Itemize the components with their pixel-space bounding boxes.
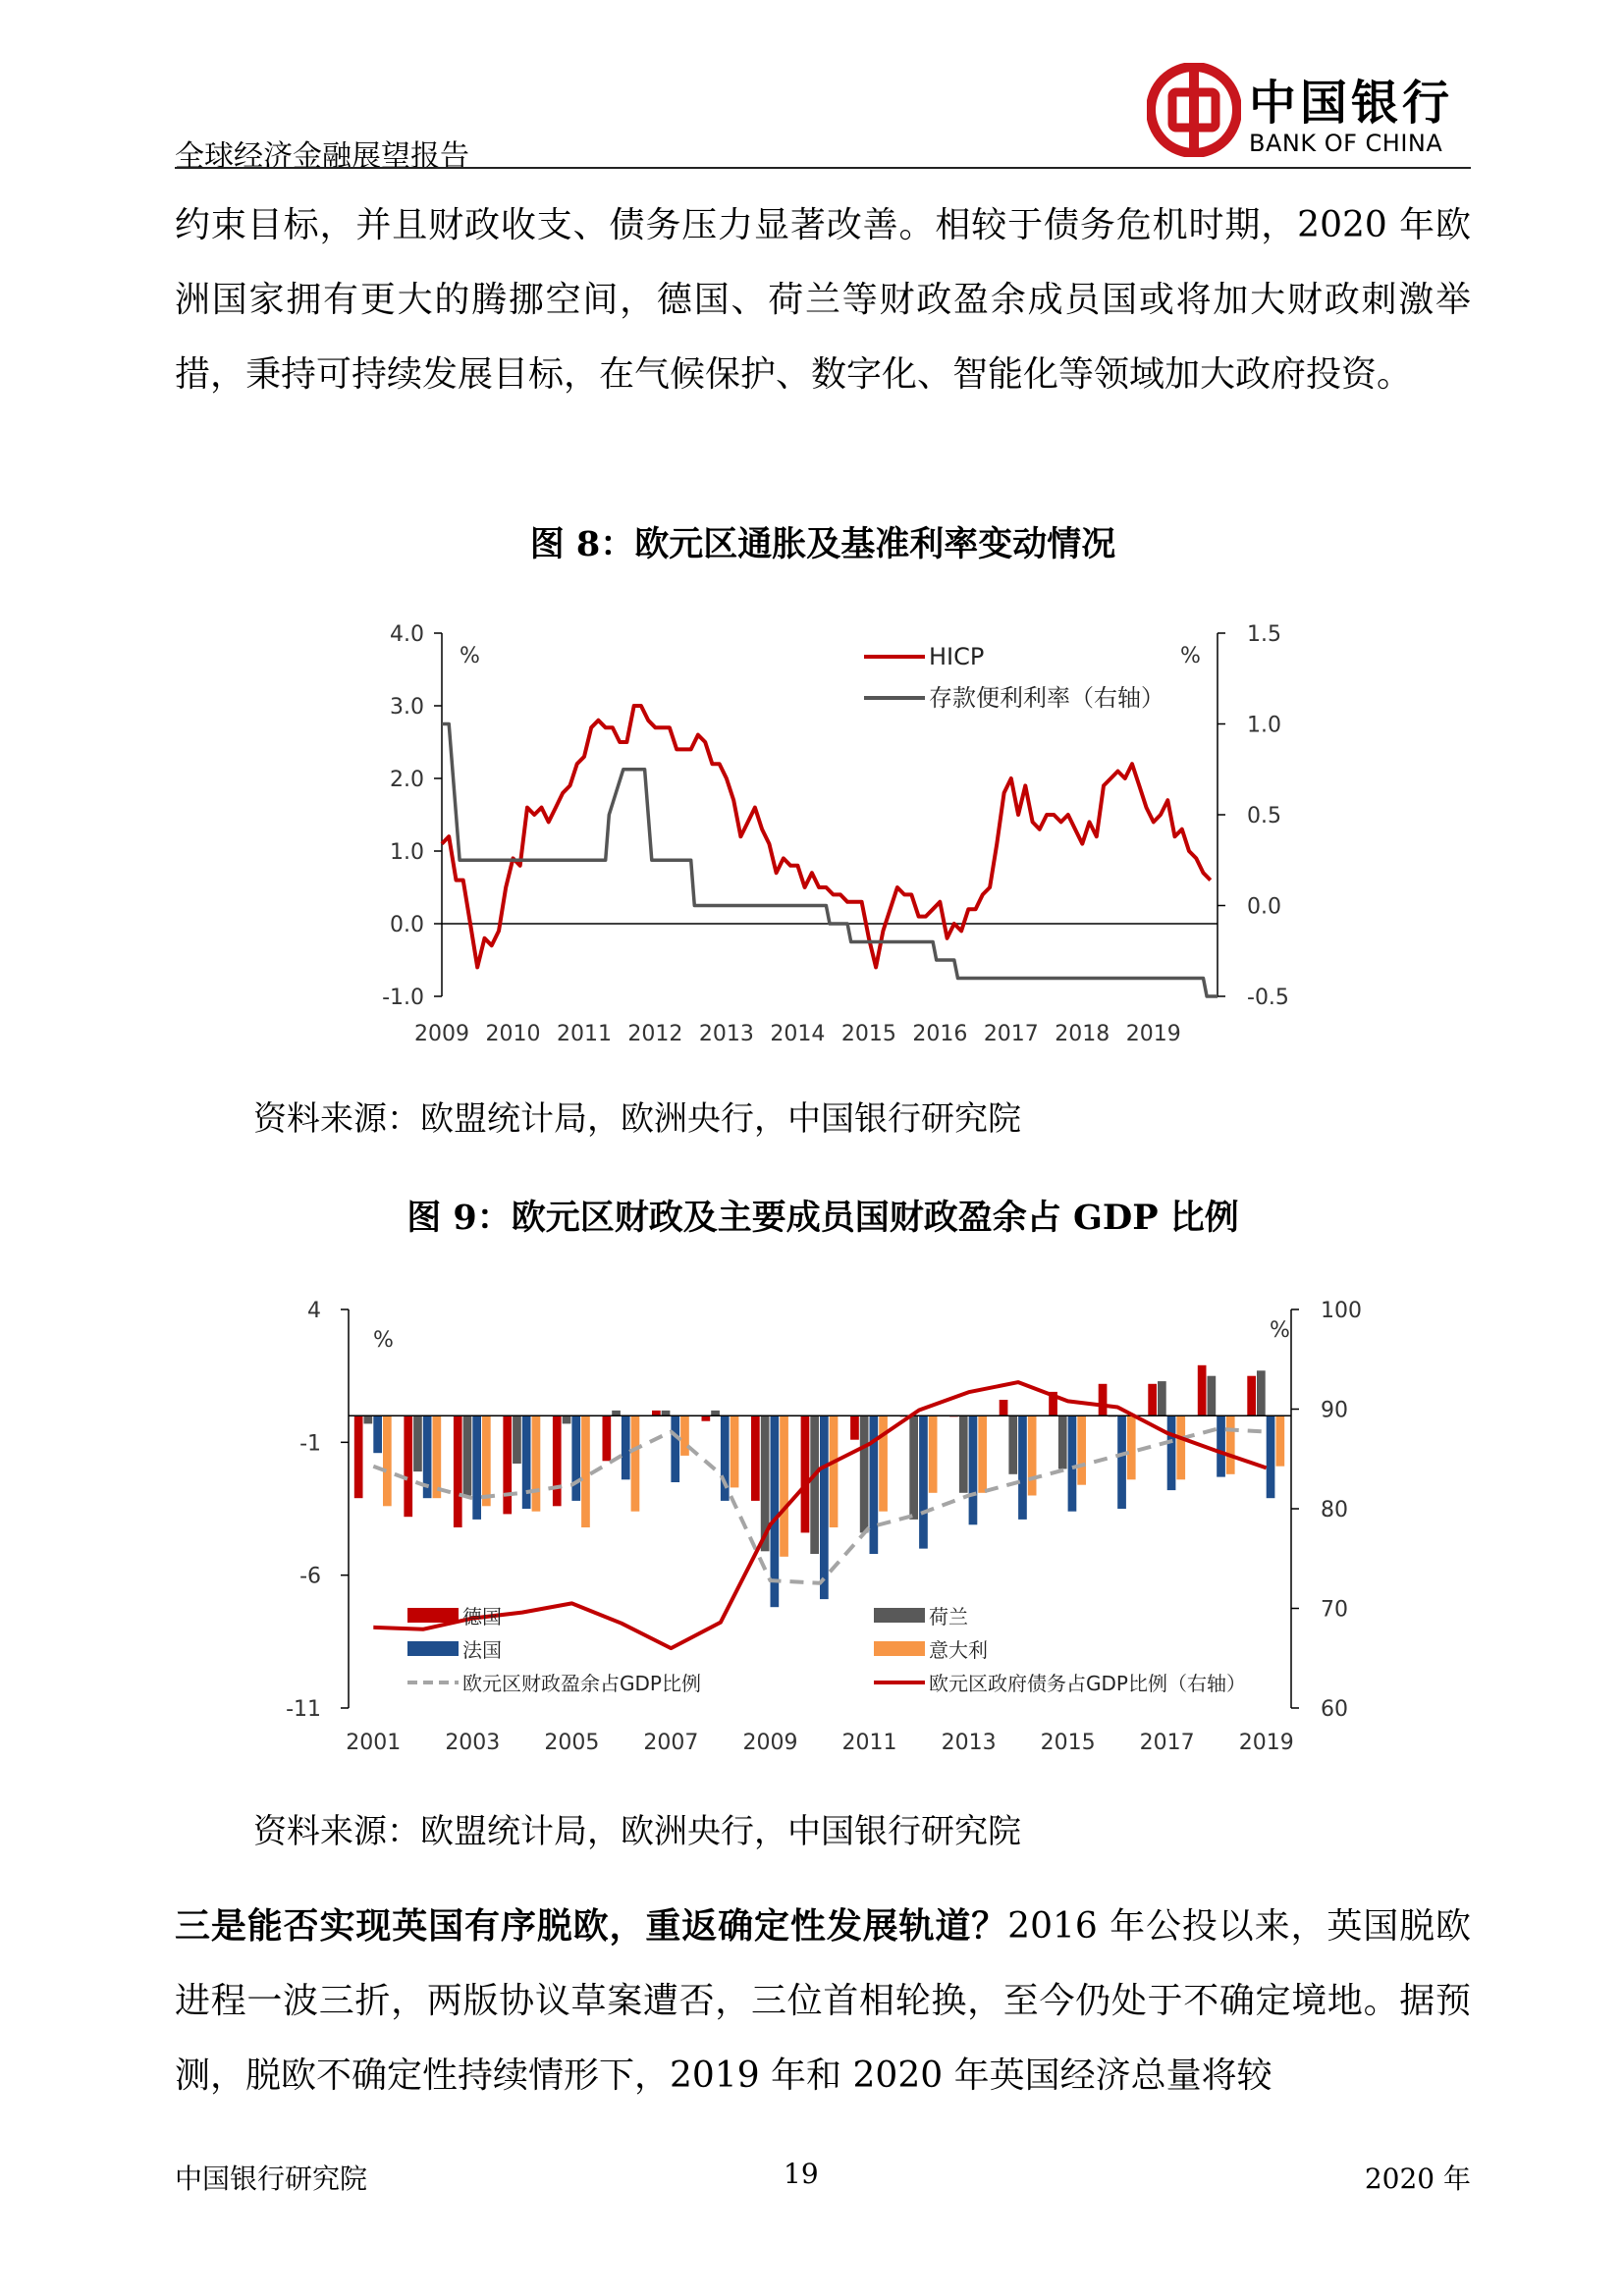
y2-tick-label: 1.5 — [1247, 622, 1281, 647]
bar-德国 — [702, 1415, 711, 1420]
x-tick-label: 2018 — [1055, 1022, 1110, 1046]
bar-法国 — [1018, 1415, 1027, 1520]
bar-德国 — [652, 1411, 661, 1415]
bar-意大利 — [1176, 1415, 1185, 1479]
legend-label: 荷兰 — [929, 1605, 968, 1629]
series-line-hicp — [442, 706, 1211, 967]
legend-label: 存款便利利率（右轴） — [929, 684, 1164, 712]
y2-tick-label: 70 — [1321, 1597, 1348, 1623]
bar-荷兰 — [810, 1415, 819, 1554]
bar-法国 — [373, 1415, 382, 1453]
bar-法国 — [472, 1415, 481, 1520]
y2-tick-label: 80 — [1321, 1498, 1348, 1522]
bar-德国 — [1148, 1384, 1157, 1416]
legend-label: 欧元区政府债务占GDP比例（右轴） — [929, 1672, 1246, 1695]
bar-荷兰 — [662, 1411, 671, 1415]
x-tick-label: 2015 — [840, 1022, 896, 1046]
figure-8-source: 资料来源：欧盟统计局，欧洲央行，中国银行研究院 — [253, 1099, 1021, 1139]
y2-tick-label: 100 — [1321, 1299, 1362, 1323]
bar-荷兰 — [1008, 1415, 1017, 1474]
x-tick-label: 2010 — [485, 1022, 541, 1046]
series-line-deposit-rate — [442, 724, 1218, 997]
y2-tick-label: -0.5 — [1247, 986, 1289, 1010]
bar-意大利 — [1276, 1415, 1285, 1466]
bar-法国 — [1117, 1415, 1126, 1509]
bar-法国 — [1217, 1415, 1225, 1476]
y2-tick-label: 60 — [1321, 1697, 1348, 1722]
figure-9-chart — [265, 1276, 1365, 1767]
x-tick-label: 2019 — [1125, 1022, 1181, 1046]
y2-tick-label: 90 — [1321, 1398, 1348, 1423]
bank-logo-icon — [1147, 63, 1241, 157]
bar-德国 — [1247, 1376, 1256, 1416]
bar-荷兰 — [1208, 1376, 1217, 1416]
bar-意大利 — [532, 1415, 541, 1511]
x-tick-label: 2011 — [556, 1022, 612, 1046]
legend-swatch — [874, 1641, 925, 1656]
bar-德国 — [1000, 1400, 1008, 1415]
bar-荷兰 — [1257, 1370, 1266, 1415]
bar-荷兰 — [1158, 1381, 1166, 1415]
logo-english-name: BANK OF CHINA — [1249, 130, 1443, 157]
y2-tick-label: 0.0 — [1247, 894, 1281, 920]
bar-荷兰 — [364, 1415, 373, 1423]
bar-意大利 — [680, 1415, 689, 1456]
legend-label: HICP — [929, 643, 985, 670]
bar-荷兰 — [1058, 1415, 1067, 1468]
bar-意大利 — [1127, 1415, 1136, 1479]
left-unit-label: % — [373, 1328, 394, 1353]
bar-法国 — [522, 1415, 531, 1509]
x-tick-label: 2013 — [698, 1022, 754, 1046]
bar-意大利 — [1028, 1415, 1037, 1495]
bar-意大利 — [1077, 1415, 1086, 1484]
outro-paragraph — [175, 1889, 1471, 2113]
y-tick-label: 2.0 — [390, 768, 424, 792]
bar-意大利 — [731, 1415, 739, 1487]
footer-institution: 中国银行研究院 — [175, 2163, 368, 2195]
bar-荷兰 — [563, 1415, 571, 1423]
bar-法国 — [622, 1415, 630, 1479]
outro-bold-lead: 三是能否实现英国有序脱欧，重返确定性发展轨道？ — [175, 1905, 1008, 1947]
x-tick-label: 2014 — [770, 1022, 826, 1046]
header-divider — [175, 167, 1471, 169]
bar-意大利 — [780, 1415, 788, 1557]
x-tick-label: 2009 — [414, 1022, 469, 1046]
x-tick-label: 2003 — [445, 1731, 501, 1755]
bar-意大利 — [581, 1415, 590, 1527]
bar-意大利 — [830, 1415, 839, 1527]
bar-法国 — [969, 1415, 978, 1524]
bar-法国 — [1267, 1415, 1275, 1498]
bar-意大利 — [929, 1415, 938, 1493]
page-footer — [175, 2158, 1471, 2197]
y-tick-label: 0.0 — [390, 913, 424, 937]
y-tick-label: -1 — [299, 1431, 321, 1457]
bank-of-china-logo — [1147, 59, 1461, 161]
x-tick-label: 2005 — [544, 1731, 600, 1755]
legend-label: 欧元区财政盈余占GDP比例 — [462, 1672, 701, 1695]
bar-意大利 — [631, 1415, 640, 1511]
bar-德国 — [751, 1415, 760, 1501]
bar-德国 — [1099, 1384, 1108, 1416]
x-tick-label: 2017 — [1139, 1731, 1195, 1755]
y2-tick-label: 1.0 — [1247, 713, 1281, 738]
bar-德国 — [553, 1415, 562, 1506]
intro-paragraph — [175, 188, 1471, 412]
y-tick-label: -6 — [299, 1564, 321, 1589]
legend-label: 意大利 — [929, 1638, 988, 1662]
bar-法国 — [721, 1415, 730, 1501]
x-tick-label: 2012 — [627, 1022, 683, 1046]
y-tick-label: 4 — [307, 1299, 321, 1323]
y-tick-label: 4.0 — [390, 622, 424, 647]
bar-德国 — [801, 1415, 810, 1532]
logo-chinese-name: 中国银行 — [1249, 76, 1454, 131]
bar-法国 — [571, 1415, 580, 1501]
bar-法国 — [919, 1415, 928, 1548]
page-number: 19 — [784, 2158, 819, 2190]
x-tick-label: 2016 — [912, 1022, 968, 1046]
bar-法国 — [870, 1415, 879, 1554]
x-tick-label: 2017 — [983, 1022, 1039, 1046]
bar-意大利 — [433, 1415, 442, 1498]
x-tick-label: 2007 — [643, 1731, 699, 1755]
bar-德国 — [503, 1415, 512, 1514]
bar-德国 — [354, 1415, 363, 1498]
right-unit-label: % — [1270, 1318, 1290, 1343]
legend-swatch — [874, 1608, 925, 1623]
figure-9-title: 图 9：欧元区财政及主要成员国财政盈余占 GDP 比例 — [406, 1198, 1239, 1238]
x-tick-label: 2015 — [1040, 1731, 1096, 1755]
legend-swatch — [407, 1608, 459, 1623]
bar-德国 — [404, 1415, 412, 1517]
bar-意大利 — [482, 1415, 491, 1506]
x-tick-label: 2013 — [941, 1731, 997, 1755]
y-tick-label: 3.0 — [390, 695, 424, 720]
footer-year: 2020 年 — [1364, 2163, 1471, 2195]
bar-荷兰 — [413, 1415, 422, 1471]
legend-swatch — [407, 1641, 459, 1656]
bar-荷兰 — [612, 1411, 621, 1415]
x-tick-label: 2019 — [1238, 1731, 1294, 1755]
bar-法国 — [671, 1415, 679, 1482]
legend-label: 德国 — [462, 1605, 502, 1629]
y-tick-label: 1.0 — [390, 840, 424, 865]
figure-8-title: 图 8：欧元区通胀及基准利率变动情况 — [529, 524, 1116, 564]
page-header — [175, 59, 1471, 174]
figure-8-chart — [353, 604, 1296, 1055]
y-tick-label: -1.0 — [382, 986, 424, 1010]
bar-法国 — [771, 1415, 780, 1607]
bar-德国 — [1198, 1365, 1207, 1415]
x-tick-label: 2011 — [841, 1731, 897, 1755]
y2-tick-label: 0.5 — [1247, 804, 1281, 828]
bar-荷兰 — [711, 1411, 720, 1415]
bar-意大利 — [383, 1415, 392, 1506]
bar-荷兰 — [959, 1415, 968, 1493]
bar-法国 — [1167, 1415, 1176, 1490]
bar-德国 — [850, 1415, 859, 1439]
left-unit-label: % — [460, 644, 480, 668]
bar-意大利 — [1226, 1415, 1235, 1474]
bar-法国 — [820, 1415, 829, 1599]
outro-text: 2016 年公投以来，英国脱欧进程一波三折，两版协议草案遭否，三位首相轮换，至今仍处于不确定境地。据预测，脱欧不确定性持续情形下，2019 年和 2020 年英国经济总量将较 — [175, 1906, 1471, 2096]
bar-德国 — [603, 1415, 612, 1461]
bar-荷兰 — [860, 1415, 869, 1532]
bar-德国 — [454, 1415, 462, 1527]
bar-意大利 — [879, 1415, 888, 1511]
legend-label: 法国 — [462, 1638, 502, 1662]
right-unit-label: % — [1180, 644, 1201, 668]
x-tick-label: 2001 — [346, 1731, 402, 1755]
intro-text: 约束目标，并且财政收支、债务压力显著改善。相较于债务危机时期，2020 年欧洲国家拥有更大的腾挪空间，德国、荷兰等财政盈余成员国或将加大财政刺激举措，秉持可持续发展目标，在气候保护、数字化、智能化等领域加大政府投资。 — [175, 205, 1471, 395]
bar-法国 — [1068, 1415, 1077, 1511]
bar-荷兰 — [513, 1415, 521, 1464]
x-tick-label: 2009 — [742, 1731, 798, 1755]
figure-9-source: 资料来源：欧盟统计局，欧洲央行，中国银行研究院 — [253, 1812, 1021, 1851]
bar-荷兰 — [909, 1415, 918, 1520]
bar-意大利 — [978, 1415, 987, 1493]
bar-荷兰 — [463, 1415, 472, 1495]
y-tick-label: -11 — [286, 1697, 321, 1722]
report-title: 全球经济金融展望报告 — [175, 139, 469, 174]
